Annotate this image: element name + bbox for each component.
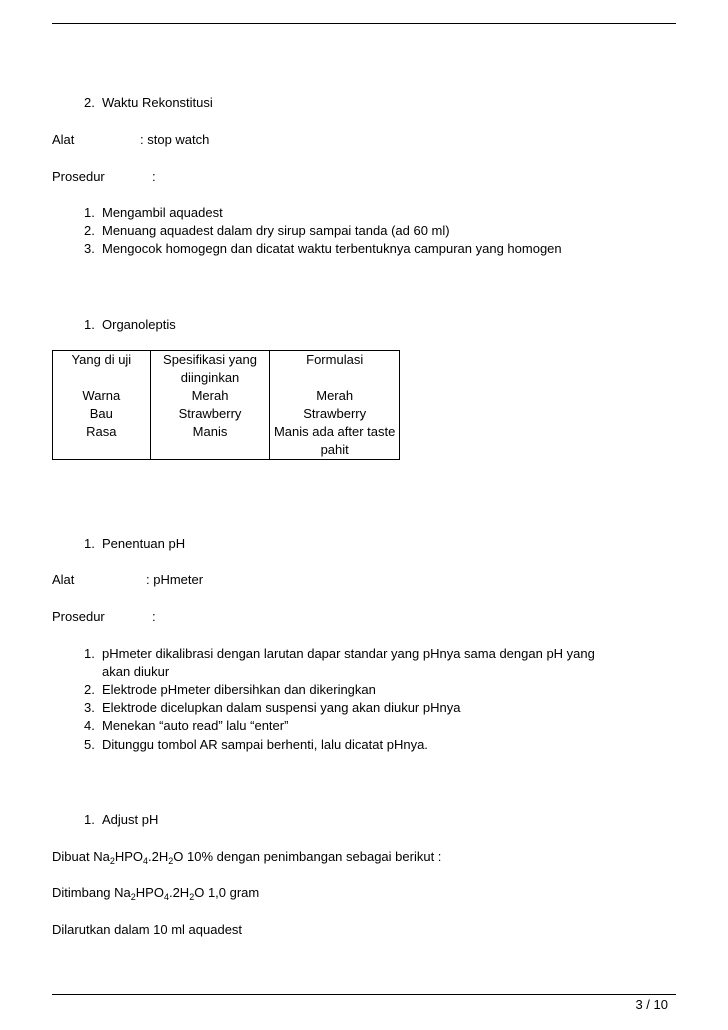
prosedur-colon: : — [152, 609, 156, 624]
table-cell: Warna — [53, 387, 151, 405]
list-item-number: 2. — [84, 682, 95, 697]
alat-label: Alat — [52, 132, 75, 147]
table-cell: Strawberry — [270, 405, 400, 423]
list-item-line: akan diukur — [102, 664, 170, 679]
list-item: Mengambil aquadest — [102, 205, 223, 220]
list-item: Elektrode dicelupkan dalam suspensi yang akan diukur pHnya — [102, 700, 461, 715]
section-number: 1. — [84, 317, 95, 332]
list-item — [102, 645, 672, 681]
paragraph-ditimbang: Ditimbang $Na_2HPO_4.2H_2O$ 1,0 gram — [52, 885, 260, 902]
list-item-number: 4. — [84, 718, 95, 733]
section-number: 1. — [84, 536, 95, 551]
table-cell: Manis — [150, 423, 270, 460]
list-item: Menekan “auto read” lalu “enter” — [102, 718, 289, 733]
table-header-cell: Yang di uji — [53, 351, 151, 388]
footer-rule — [52, 994, 676, 995]
list-item: Menuang aquadest dalam dry sirup sampai tanda (ad 60 ml) — [102, 223, 450, 238]
list-item-number: 5. — [84, 737, 95, 752]
list-item-line: pHmeter dikalibrasi dengan larutan dapar standar yang pHnya sama dengan pH yang — [102, 646, 595, 661]
table-cell: Merah — [270, 387, 400, 405]
list-item-number: 3. — [84, 241, 95, 256]
paragraph-dilarutkan: Dilarutkan dalam 10 ml aquadest — [52, 922, 243, 937]
section-number: 1. — [84, 812, 95, 827]
table-header-cell: Spesifikasi yang diinginkan — [150, 351, 270, 388]
page-number: 3 / 10 — [635, 997, 668, 1012]
header-rule — [52, 23, 676, 24]
prosedur-label: Prosedur — [52, 169, 105, 184]
alat-value: : stop watch — [140, 132, 210, 147]
paragraph-dibuat: Dibuat $Na_2HPO_4.2H_2O$ 10% dengan penimbangan sebagai berikut : — [52, 849, 442, 866]
list-item-number: 1. — [84, 205, 95, 220]
section-heading: Adjust pH — [102, 812, 159, 827]
alat-value: : pHmeter — [146, 572, 204, 587]
table-cell: Rasa — [53, 423, 151, 460]
table-row — [53, 423, 400, 460]
section-heading: Organoleptis — [102, 317, 176, 332]
list-item: Ditunggu tombol AR sampai berhenti, lalu dicatat pHnya. — [102, 737, 428, 752]
table-cell: Bau — [53, 405, 151, 423]
table-cell: Merah — [150, 387, 270, 405]
table-row — [53, 387, 400, 405]
list-item-number: 3. — [84, 700, 95, 715]
table-cell: Manis ada after taste pahit — [270, 423, 400, 460]
list-item-number: 1. — [84, 646, 95, 661]
table-row — [53, 405, 400, 423]
prosedur-label: Prosedur — [52, 609, 105, 624]
list-item: Mengocok homogegn dan dicatat waktu terbentuknya campuran yang homogen — [102, 241, 562, 256]
section-number: 2. — [84, 95, 95, 110]
list-item-number: 2. — [84, 223, 95, 238]
alat-label: Alat — [52, 572, 75, 587]
section-heading: Waktu Rekonstitusi — [102, 95, 213, 110]
table-header-cell: Formulasi — [270, 351, 400, 388]
section-heading: Penentuan pH — [102, 536, 186, 551]
table-header-row — [53, 351, 400, 388]
organoleptis-table — [52, 350, 400, 460]
table-cell: Strawberry — [150, 405, 270, 423]
list-item: Elektrode pHmeter dibersihkan dan dikeringkan — [102, 682, 376, 697]
prosedur-colon: : — [152, 169, 156, 184]
